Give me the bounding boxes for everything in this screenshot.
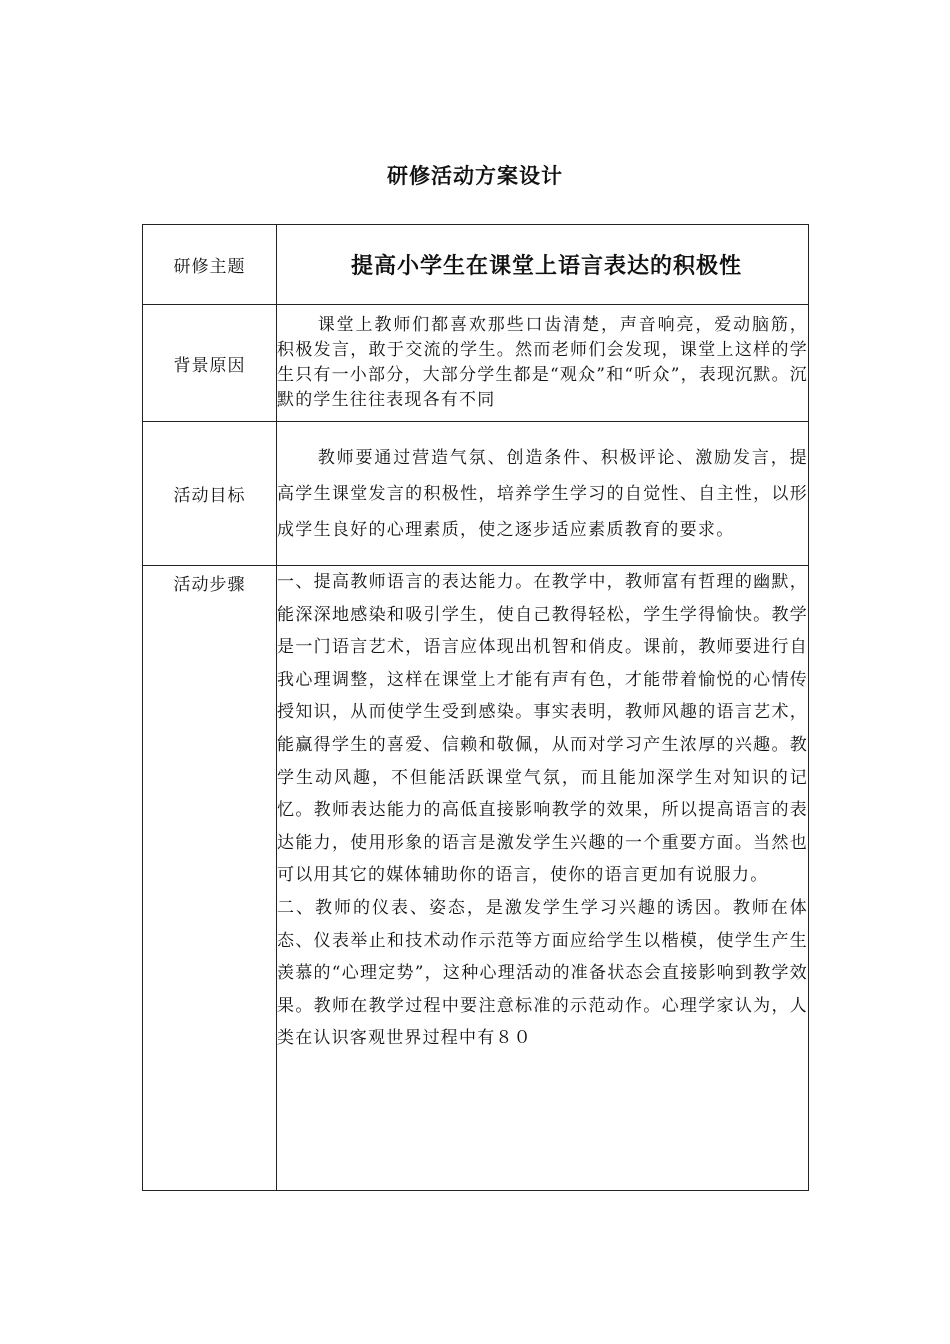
steps-paragraph-2: 二、教师的仪表、姿态，是激发学生学习兴趣的诱因。教师在体态、仪表举止和技术动作示范等方面应给学生以楷模，使学生产生羡慕的“心理定势”，这种心理活动的准备状态会直接影响到教学效果。教师在教学过程中要注意标准的示范动作。心理学家认为，人类在认识客观世界过程中有８０	[277, 897, 808, 1049]
table-row-goal	[143, 422, 809, 566]
topic-label: 研修主题	[143, 225, 277, 305]
plan-table	[142, 224, 809, 1191]
goal-cell	[277, 422, 809, 566]
goal-text: 教师要通过营造气氛、创造条件、积极评论、激励发言，提高学生课堂发言的积极性，培养学生学习的自觉性、自主性，以形成学生良好的心理素质，使之逐步适应素质教育的要求。	[277, 447, 808, 540]
document-title: 研修活动方案设计	[387, 163, 563, 188]
background-label: 背景原因	[143, 305, 277, 422]
steps-paragraph-1: 一、提高教师语言的表达能力。在教学中，教师富有哲理的幽默，能深深地感染和吸引学生，使自己教得轻松，学生学得愉快。教学是一门语言艺术，语言应体现出机智和俏皮。课前，教师要进行自我心理调整，这样在课堂上才能有声有色，才能带着愉悦的心情传授知识，从而使学生受到感染。事实表明，教师风趣的语言艺术，能赢得学生的喜爱、信赖和敬佩，从而对学习产生浓厚的兴趣。教学生动风趣，不但能活跃课堂气氛，而且能加深学生对知识的记忆。教师表达能力的高低直接影响教学的效果，所以提高语言的表达能力，使用形象的语言是激发学生兴趣的一个重要方面。当然也可以用其它的媒体辅助你的语言，使你的语言更加有说服力。	[277, 572, 808, 886]
topic-cell	[277, 225, 809, 305]
steps-cell	[277, 566, 809, 1191]
steps-label: 活动步骤	[143, 566, 277, 1191]
background-text: 课堂上教师们都喜欢那些口齿清楚，声音响亮，爱动脑筋，积极发言，敢于交流的学生。然而老师们会发现，课堂上这样的学生只有一小部分，大部分学生都是“观众”和“听众”，表现沉默。沉默的学生往往表现各有不同	[277, 315, 808, 410]
table-row-steps	[143, 566, 809, 1191]
topic-text: 提高小学生在课堂上语言表达的积极性	[351, 253, 743, 279]
goal-label: 活动目标	[143, 422, 277, 566]
table-row-topic	[143, 225, 809, 305]
background-cell	[277, 305, 809, 422]
table-row-background	[143, 305, 809, 422]
